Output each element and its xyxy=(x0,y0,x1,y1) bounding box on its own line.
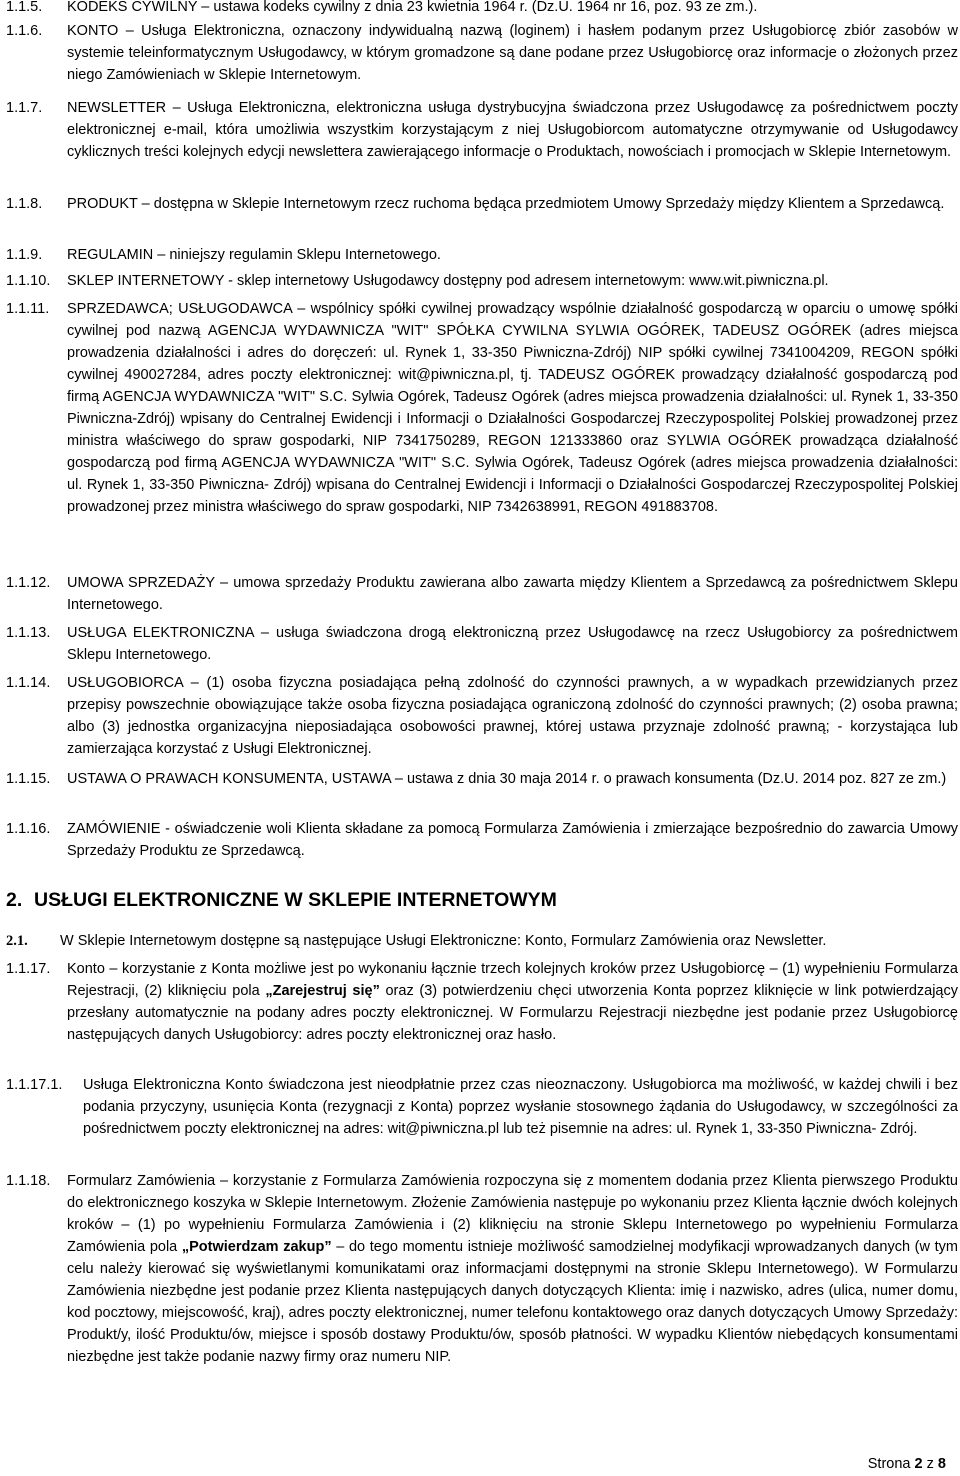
definition-zamowienie xyxy=(6,818,958,862)
footer-separator: z xyxy=(926,1456,934,1472)
clause-konto xyxy=(6,958,958,1046)
clause-text-end: – do tego momentu istnieje możliwość samodzielnej modyfikacji wprowadzanych danych (w tym celu należy kierować się wyświetlanymi komunikatami oraz informacjami dostępnymi na stronie Sklepu Internetowego). W Formularzu Zamówienia niezbędne jest podanie przez Klienta następujących danych dotyczących Klienta: imię i nazwisko, adres (ulica, numer domu, kod pocztowy, miejscowość, kraj), adres poczty elektronicznej, numer telefonu kontaktowego oraz danych dotyczących Umowy Sprzedaży: Produkt/y, ilość Produktu/ów, miejsce i sposób dostawy Produktu/ów, sposób płatności. W wypadku Klientów niebędących konsumentami niezbędne jest także podanie nazwy firmy oraz numeru NIP. xyxy=(67,1239,958,1365)
item-number: 1.1.5. xyxy=(6,0,43,15)
definition-umowa-sprzedazy xyxy=(6,572,958,616)
definition-regulamin xyxy=(6,244,958,266)
item-number: 1.1.13. xyxy=(6,625,51,641)
clause-formularz-zamowienia xyxy=(6,1170,958,1368)
definition-sprzedawca xyxy=(6,298,958,518)
item-number: 1.1.9. xyxy=(6,247,43,263)
item-number: 1.1.7. xyxy=(6,100,43,116)
item-text: SPRZEDAWCA; USŁUGODAWCA – wspólnicy spółki cywilnej prowadzący wspólnie działalność gospodarczą w oparciu o umowę spółki cywilnej pod nazwą AGENCJA WYDAWNICZA "WIT" SPÓŁKA CYWILNA SYLWIA OGÓREK, TADEUSZ OGÓREK (adres miejsca prowadzenia działalności i adres do doręczeń: ul. Rynek 1, 33-350 Piwniczna-Zdrój) NIP spółki cywilnej 7341004209, REGON spółki cywilnej 490027284, adres poczty elektronicznej: wit@piwniczna.pl, tj. TADEUSZ OGÓREK prowadzący działalność gospodarczą pod firmą AGENCJA WYDAWNICZA "WIT" S.C. Sylwia Ogórek, Tadeusz Ogórek (adres miejsca prowadzenia działalności: ul. Rynek 1, 33-350 Piwniczna-Zdrój) wpisany do Centralnej Ewidencji i Informacji o Działalności Gospodarczej Rzeczypospolitej Polskiej prowadzonej przez ministra właściwego do spraw gospodarki, NIP 7341750289, REGON 121333860 oraz SYLWIA OGÓREK prowadząca działalność gospodarczą pod firmą AGENCJA WYDAWNICZA "WIT" S.C. Sylwia Ogórek, Tadeusz Ogórek (adres miejsca prowadzenia działalności: ul. Rynek 1, 33-350 Piwniczna- Zdrój) wpisana do Centralnej Ewidencji i Informacji o Działalności Gospodarczej Rzeczypospolitej Polskiej prowadzonej przez ministra właściwego do spraw gospodarki, NIP 7342638991, REGON 491883708. xyxy=(67,301,958,515)
definition-sklep-internetowy xyxy=(6,270,958,292)
item-text: KODEKS CYWILNY – ustawa kodeks cywilny z dnia 23 kwietnia 1964 r. (Dz.U. 1964 nr 16, poz. 93 ze zm.). xyxy=(67,0,758,14)
item-text: USŁUGOBIORCA – (1) osoba fizyczna posiadająca pełną zdolność do czynności prawnych, a w wypadkach przewidzianych przez przepisy powszechnie obowiązujące także osoba fizyczna posiadająca ograniczoną zdolność do czynności prawnych; (2) osoba prawna; albo (3) jednostka organizacyjna nieposiadająca osobowości prawnej, której ustawa przyznaje zdolność prawną; - korzystająca lub zamierzająca korzystać z Usługi Elektronicznej. xyxy=(67,675,958,757)
clause-konto-details xyxy=(6,1074,958,1140)
footer-label: Strona xyxy=(867,1456,911,1472)
item-number: 1.1.8. xyxy=(6,196,43,212)
item-number: 1.1.14. xyxy=(6,675,51,691)
total-pages-number: 8 xyxy=(937,1456,946,1472)
item-text xyxy=(67,1170,958,1368)
page-footer xyxy=(868,1454,946,1474)
confirm-purchase-label: „Potwierdzam zakup” xyxy=(181,1239,332,1255)
clause-text-end: oraz (3) potwierdzeniu chęci utworzenia Konta poprzez kliknięcie w link potwierdzający przesłany automatycznie na podany adres poczty elektronicznej. W Formularzu Rejestracji niezbędne jest podanie przez Usługobiorcę następujących danych Usługobiorcy: adres poczty elektronicznej oraz hasło. xyxy=(67,983,958,1043)
item-text: USŁUGA ELEKTRONICZNA – usługa świadczona drogą elektroniczną przez Usługodawcę na rzecz Usługobiorcy za pośrednictwem Sklepu Internetowego. xyxy=(67,625,958,663)
item-text: Usługa Elektroniczna Konto świadczona jest nieodpłatnie przez czas nieoznaczony. Usługobiorca ma możliwość, w każdej chwili i bez podania przyczyny, usunięcia Konta (rezygnacji z Konta) poprzez wysłanie stosownego żądania do Usługodawcy, w szczególności za pośrednictwem poczty elektronicznej na adres: wit@piwniczna.pl lub też pisemnie na adres: ul. Rynek 1, 33-350 Piwniczna- Zdrój. xyxy=(83,1077,958,1137)
item-text xyxy=(67,958,958,1046)
item-text: NEWSLETTER – Usługa Elektroniczna, elektroniczna usługa dystrybucyjna świadczona przez Usługodawcę za pośrednictwem poczty elektronicznej e-mail, która umożliwia wszystkim korzystającym z niej Usługobiorcom automatyczne otrzymywanie od Usługodawcy cyklicznych treści kolejnych edycji newslettera zawierającego informacje o Produktach, nowościach i promocjach w Sklepie Internetowym. xyxy=(67,100,958,160)
section-number: 2. xyxy=(6,889,23,911)
definition-konto xyxy=(6,20,958,86)
item-number: 1.1.12. xyxy=(6,575,51,591)
item-text: W Sklepie Internetowym dostępne są następujące Usługi Elektroniczne: Konto, Formularz Zamówienia oraz Newsletter. xyxy=(60,933,827,949)
definition-newsletter xyxy=(6,97,958,163)
clause-text-start: Konto – korzystanie z Konta możliwe jest po wykonaniu łącznie trzech kolejnych kroków przez Usługobiorcę – (1) wypełnieniu Formularza Rejestracji, (2) kliknięciu pola xyxy=(67,961,958,999)
register-button-label: „Zarejestruj się” xyxy=(265,983,380,999)
item-number: 1.1.17. xyxy=(6,961,51,977)
section-title-text: USŁUGI ELEKTRONICZNE W SKLEPIE INTERNETOWYM xyxy=(34,889,557,911)
item-number: 1.1.15. xyxy=(6,771,51,787)
item-text: PRODUKT – dostępna w Sklepie Internetowym rzecz ruchoma będąca przedmiotem Umowy Sprzedaży między Klientem a Sprzedawcą. xyxy=(67,196,945,212)
current-page-number: 2 xyxy=(914,1456,923,1472)
clause-uslugi-list xyxy=(6,930,958,952)
definition-ustawa-o-prawach-konsumenta xyxy=(6,768,958,790)
item-number: 2.1. xyxy=(6,933,28,949)
definition-uslugobiorca xyxy=(6,672,958,760)
item-number: 1.1.17.1. xyxy=(6,1077,63,1093)
item-number: 1.1.10. xyxy=(6,273,51,289)
item-text: USTAWA O PRAWACH KONSUMENTA, USTAWA – ustawa z dnia 30 maja 2014 r. o prawach konsumenta (Dz.U. 2014 poz. 827 ze zm.) xyxy=(67,771,947,787)
item-text: SKLEP INTERNETOWY - sklep internetowy Usługodawcy dostępny pod adresem internetowym: www.wit.piwniczna.pl. xyxy=(67,273,829,289)
item-text: ZAMÓWIENIE - oświadczenie woli Klienta składane za pomocą Formularza Zamówienia i zmierzające bezpośrednio do zawarcia Umowy Sprzedaży Produktu ze Sprzedawcą. xyxy=(67,821,958,859)
item-number: 1.1.11. xyxy=(6,301,50,317)
clause-text-start: Formularz Zamówienia – korzystanie z Formularza Zamówienia rozpoczyna się z momentem dodania przez Klienta pierwszego Produktu do elektronicznego koszyka w Sklepie Internetowym. Złożenie Zamówienia następuje po wykonaniu przez Klienta łącznie dwóch kolejnych kroków – (1) po wypełnieniu Formularza Zamówienia i (2) kliknięciu na stronie Sklepu Internetowego po wypełnieniu Formularza Zamówienia pola xyxy=(67,1173,958,1255)
item-text: KONTO – Usługa Elektroniczna, oznaczony indywidualną nazwą (loginem) i hasłem podanym przez Usługobiorcę zbiór zasobów w systemie teleinformatycznym Usługodawcy, w którym gromadzone są dane podane przez Usługobiorcę oraz informacje o złożonych przez niego Zamówieniach w Sklepie Internetowym. xyxy=(67,23,958,83)
item-text: REGULAMIN – niniejszy regulamin Sklepu Internetowego. xyxy=(67,247,441,263)
definition-usluga-elektroniczna xyxy=(6,622,958,666)
item-number: 1.1.16. xyxy=(6,821,51,837)
definition-kodeks-cywilny xyxy=(6,0,958,14)
item-number: 1.1.6. xyxy=(6,23,43,39)
section-heading xyxy=(6,888,557,912)
definition-produkt xyxy=(6,193,958,215)
item-number: 1.1.18. xyxy=(6,1173,51,1189)
item-text: UMOWA SPRZEDAŻY – umowa sprzedaży Produktu zawierana albo zawarta między Klientem a Sprzedawcą za pośrednictwem Sklepu Internetowego. xyxy=(67,575,958,613)
